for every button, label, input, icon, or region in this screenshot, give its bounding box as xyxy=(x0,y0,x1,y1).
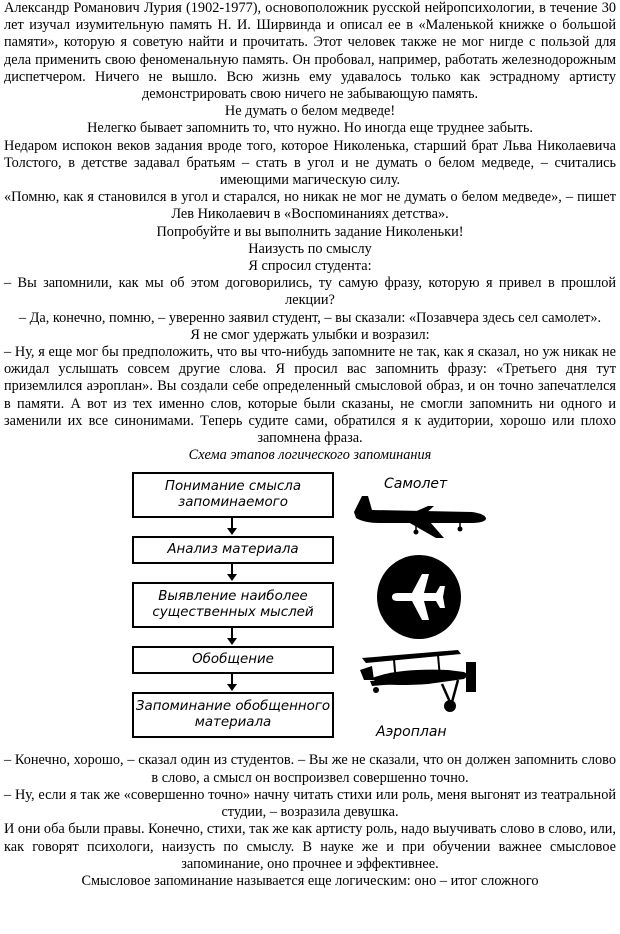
logical-memorization-diagram xyxy=(0,466,620,748)
flow-step: Выявление наиболее существенных мыслей xyxy=(132,582,334,628)
label-samolet: Самолет xyxy=(384,476,448,493)
paragraph: – Конечно, хорошо, – сказал один из студентов. – Вы же не сказали, что он должен запомнить слово в слово, а смысл он воспроизвел совершенно точно. xyxy=(4,752,616,786)
paragraph: Я спросил студента: xyxy=(248,258,372,275)
paragraph: Я не смог удержать улыбки и возразил: xyxy=(190,326,430,343)
jet-airplane-icon xyxy=(350,492,490,542)
flow-step: Понимание смысла запоминаемого xyxy=(132,472,334,518)
flow-step: Анализ материала xyxy=(132,536,334,564)
paragraph: Попробуйте и вы выполнить задание Николеньки! xyxy=(156,223,464,240)
flow-step: Запоминание обобщенного материала xyxy=(132,692,334,738)
airplane-sign-icon xyxy=(376,554,462,640)
arrow-down-icon xyxy=(231,628,233,639)
arrow-down-icon xyxy=(231,674,233,685)
arrow-down-icon xyxy=(231,518,233,529)
heading-by-meaning: Наизусть по смыслу xyxy=(248,240,372,257)
paragraph: – Ну, если я так же «совершенно точно» начну читать стихи или роль, меня выгонят из театральной студии, – возразила девушка. xyxy=(4,786,616,821)
heading-white-bear: Не думать о белом медведе! xyxy=(224,103,396,120)
paragraph: И они оба были правы. Конечно, стихи, так же как артисту роль, надо выучивать слово в слово, или, как говорят психологи, наизусть по смыслу. В науке же и при обучении важнее смысловое запоминание, оно прочнее и эффективнее. xyxy=(4,821,616,872)
paragraph: – Да, конечно, помню, – уверенно заявил студент, – вы сказали: «Позавчера здесь сел самолет». xyxy=(18,309,602,326)
paragraph: – Ну, я еще мог бы предположить, что вы что-нибудь запомните не так, как я сказал, но уж никак не ожидал услышать совсем другие слова. Я просил вас запомнить фразу: «Третьего дня тут приземлился аэроплан». Вы создали себе определенный смысловой образ, и он точно запечатлелся в памяти. А вот из тех именно слов, которые были сказаны, не смогли запомнить ни одного и заменили их все синонимами. Теперь судите сами, обратился я к аудитории, хорошо или плохо запомнена фраза. xyxy=(4,344,616,447)
figure-caption: Схема этапов логического запоминания xyxy=(188,447,432,464)
text-bottom xyxy=(0,752,620,890)
arrow-down-icon xyxy=(231,564,233,575)
paragraph: Нелегко бывает запомнить то, что нужно. Но иногда еще труднее забыть. xyxy=(87,120,533,137)
paragraph: «Помню, как я становился в угол и старался, но никак не мог не думать о белом медведе», – пишет Лев Николаевич в «Воспоминаниях детства». xyxy=(4,189,616,223)
biplane-icon xyxy=(358,648,484,718)
paragraph: Недаром испокон веков задания вроде того, которое Николенька, старший брат Льва Николаевича Толстого, в детстве задавал братьям – стать в угол и не думать о белом медведе, – считались имеющими магическую силу. xyxy=(4,137,616,189)
paragraph-luria: Александр Романович Лурия (1902-1977), основоположник русской нейропсихологии, в течение 30 лет изучал изумительную память Н. И. Ширвинда и описал ее в «Маленькой книжке о большой памяти», которую я советую найти и прочитать. Этот человек также не мог нигде с пользой для дела применить свою феноменальную память. Он пробовал, например, работать железнодорожным диспетчером. Ничего не вышло. Всю жизнь ему удавалось только как эстрадному артисту демонстрировать свою ничего не забывающую память. xyxy=(4,0,616,103)
text-top xyxy=(0,0,620,464)
paragraph: – Вы запомнили, как мы об этом договорились, ту самую фразу, которую я привел в прошлой лекции? xyxy=(4,275,616,309)
flow-step: Обобщение xyxy=(132,646,334,674)
paragraph: Смысловое запоминание называется еще логическим: оно – итог сложного xyxy=(81,872,539,889)
label-aeroplan: Аэроплан xyxy=(376,724,447,741)
